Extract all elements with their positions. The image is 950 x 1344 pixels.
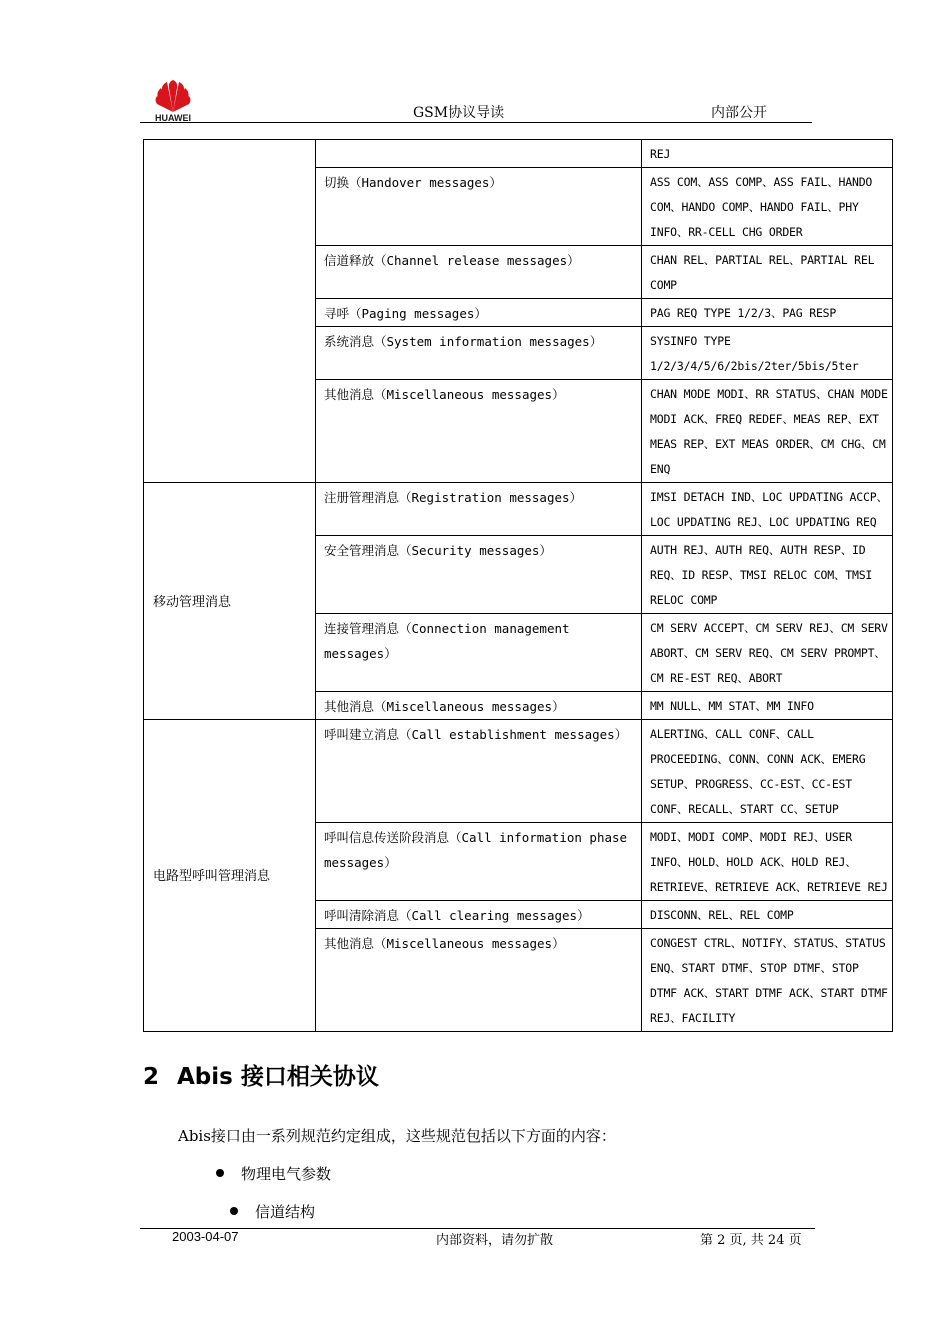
header-classification: 内部公开 xyxy=(711,105,767,121)
group-cell-mm: 移动管理消息 xyxy=(144,483,316,720)
bullet-icon xyxy=(230,1207,238,1215)
intro-paragraph: Abis接口由一系列规范约定组成，这些规范包括以下方面的内容： xyxy=(178,1127,616,1145)
category-cell: 呼叫建立消息（Call establishment messages） xyxy=(316,720,642,823)
category-cell: 信道释放（Channel release messages） xyxy=(316,246,642,299)
table-row xyxy=(144,140,893,168)
list-item-text: 信道结构 xyxy=(255,1203,316,1221)
category-cell: 安全管理消息（Security messages） xyxy=(316,536,642,614)
list-item-text: 物理电气参数 xyxy=(241,1165,332,1183)
group-cell-cc: 电路型呼叫管理消息 xyxy=(144,720,316,1032)
messages-cell: MM NULL、MM STAT、MM INFO xyxy=(642,692,893,720)
header-rule xyxy=(140,122,812,123)
section-number: 2 xyxy=(143,1064,160,1090)
category-cell: 连接管理消息（Connection management messages） xyxy=(316,614,642,692)
category-cell: 系统消息（System information messages） xyxy=(316,327,642,380)
messages-cell: AUTH REJ、AUTH REQ、AUTH RESP、ID REQ、ID RESP、TMSI RELOC COM、TMSI RELOC COMP xyxy=(642,536,893,614)
category-cell: 其他消息（Miscellaneous messages） xyxy=(316,380,642,483)
logo-text: HUAWEI xyxy=(155,113,191,122)
messages-cell: MODI、MODI COMP、MODI REJ、USER INFO、HOLD、HOLD ACK、HOLD REJ、RETRIEVE、RETRIEVE ACK、RETRIEVE REJ xyxy=(642,823,893,901)
category-cell: 其他消息（Miscellaneous messages） xyxy=(316,929,642,1032)
section-title: Abis 接口相关协议 xyxy=(177,1064,379,1090)
list-item xyxy=(230,1201,315,1222)
huawei-logo xyxy=(148,74,198,122)
protocol-message-table xyxy=(143,139,893,1032)
messages-cell: REJ xyxy=(642,140,893,168)
messages-cell: ASS COM、ASS COMP、ASS FAIL、HANDO COM、HANDO COMP、HANDO FAIL、PHY INFO、RR-CELL CHG ORDER xyxy=(642,168,893,246)
list-item xyxy=(216,1163,331,1184)
category-cell xyxy=(316,140,642,168)
table-row xyxy=(144,483,893,536)
category-cell: 注册管理消息（Registration messages） xyxy=(316,483,642,536)
messages-cell: ALERTING、CALL CONF、CALL PROCEEDING、CONN、CONN ACK、EMERG SETUP、PROGRESS、CC-EST、CC-EST CONF、RECALL、START CC、SETUP xyxy=(642,720,893,823)
messages-cell: CHAN REL、PARTIAL REL、PARTIAL REL COMP xyxy=(642,246,893,299)
category-cell: 呼叫信息传送阶段消息（Call information phase messages） xyxy=(316,823,642,901)
category-cell: 寻呼（Paging messages） xyxy=(316,299,642,327)
bullet-icon xyxy=(216,1169,224,1177)
group-cell-rr xyxy=(144,140,316,483)
header-doc-title: GSM协议导读 xyxy=(413,105,505,121)
messages-cell: CHAN MODE MODI、RR STATUS、CHAN MODE MODI ACK、FREQ REDEF、MEAS REP、EXT MEAS REP、EXT MEAS ORDER、CM CHG、CM ENQ xyxy=(642,380,893,483)
messages-cell: DISCONN、REL、REL COMP xyxy=(642,901,893,929)
table-row xyxy=(144,720,893,823)
messages-cell: IMSI DETACH IND、LOC UPDATING ACCP、LOC UPDATING REJ、LOC UPDATING REQ xyxy=(642,483,893,536)
messages-cell: CONGEST CTRL、NOTIFY、STATUS、STATUS ENQ、START DTMF、STOP DTMF、STOP DTMF ACK、START DTMF ACK、START DTMF REJ、FACILITY xyxy=(642,929,893,1032)
footer-page-number: 第 2 页, 共 24 页 xyxy=(700,1233,802,1248)
category-cell: 切换（Handover messages） xyxy=(316,168,642,246)
section-heading xyxy=(143,1058,379,1091)
footer-notice: 内部资料，请勿扩散 xyxy=(436,1233,554,1248)
messages-cell: PAG REQ TYPE 1/2/3、PAG RESP xyxy=(642,299,893,327)
messages-cell: SYSINFO TYPE 1/2/3/4/5/6/2bis/2ter/5bis/5ter xyxy=(642,327,893,380)
category-cell: 呼叫清除消息（Call clearing messages） xyxy=(316,901,642,929)
category-cell: 其他消息（Miscellaneous messages） xyxy=(316,692,642,720)
messages-cell: CM SERV ACCEPT、CM SERV REJ、CM SERV ABORT、CM SERV REQ、CM SERV PROMPT、CM RE-EST REQ、ABORT xyxy=(642,614,893,692)
footer-date: 2003-04-07 xyxy=(172,1229,239,1244)
